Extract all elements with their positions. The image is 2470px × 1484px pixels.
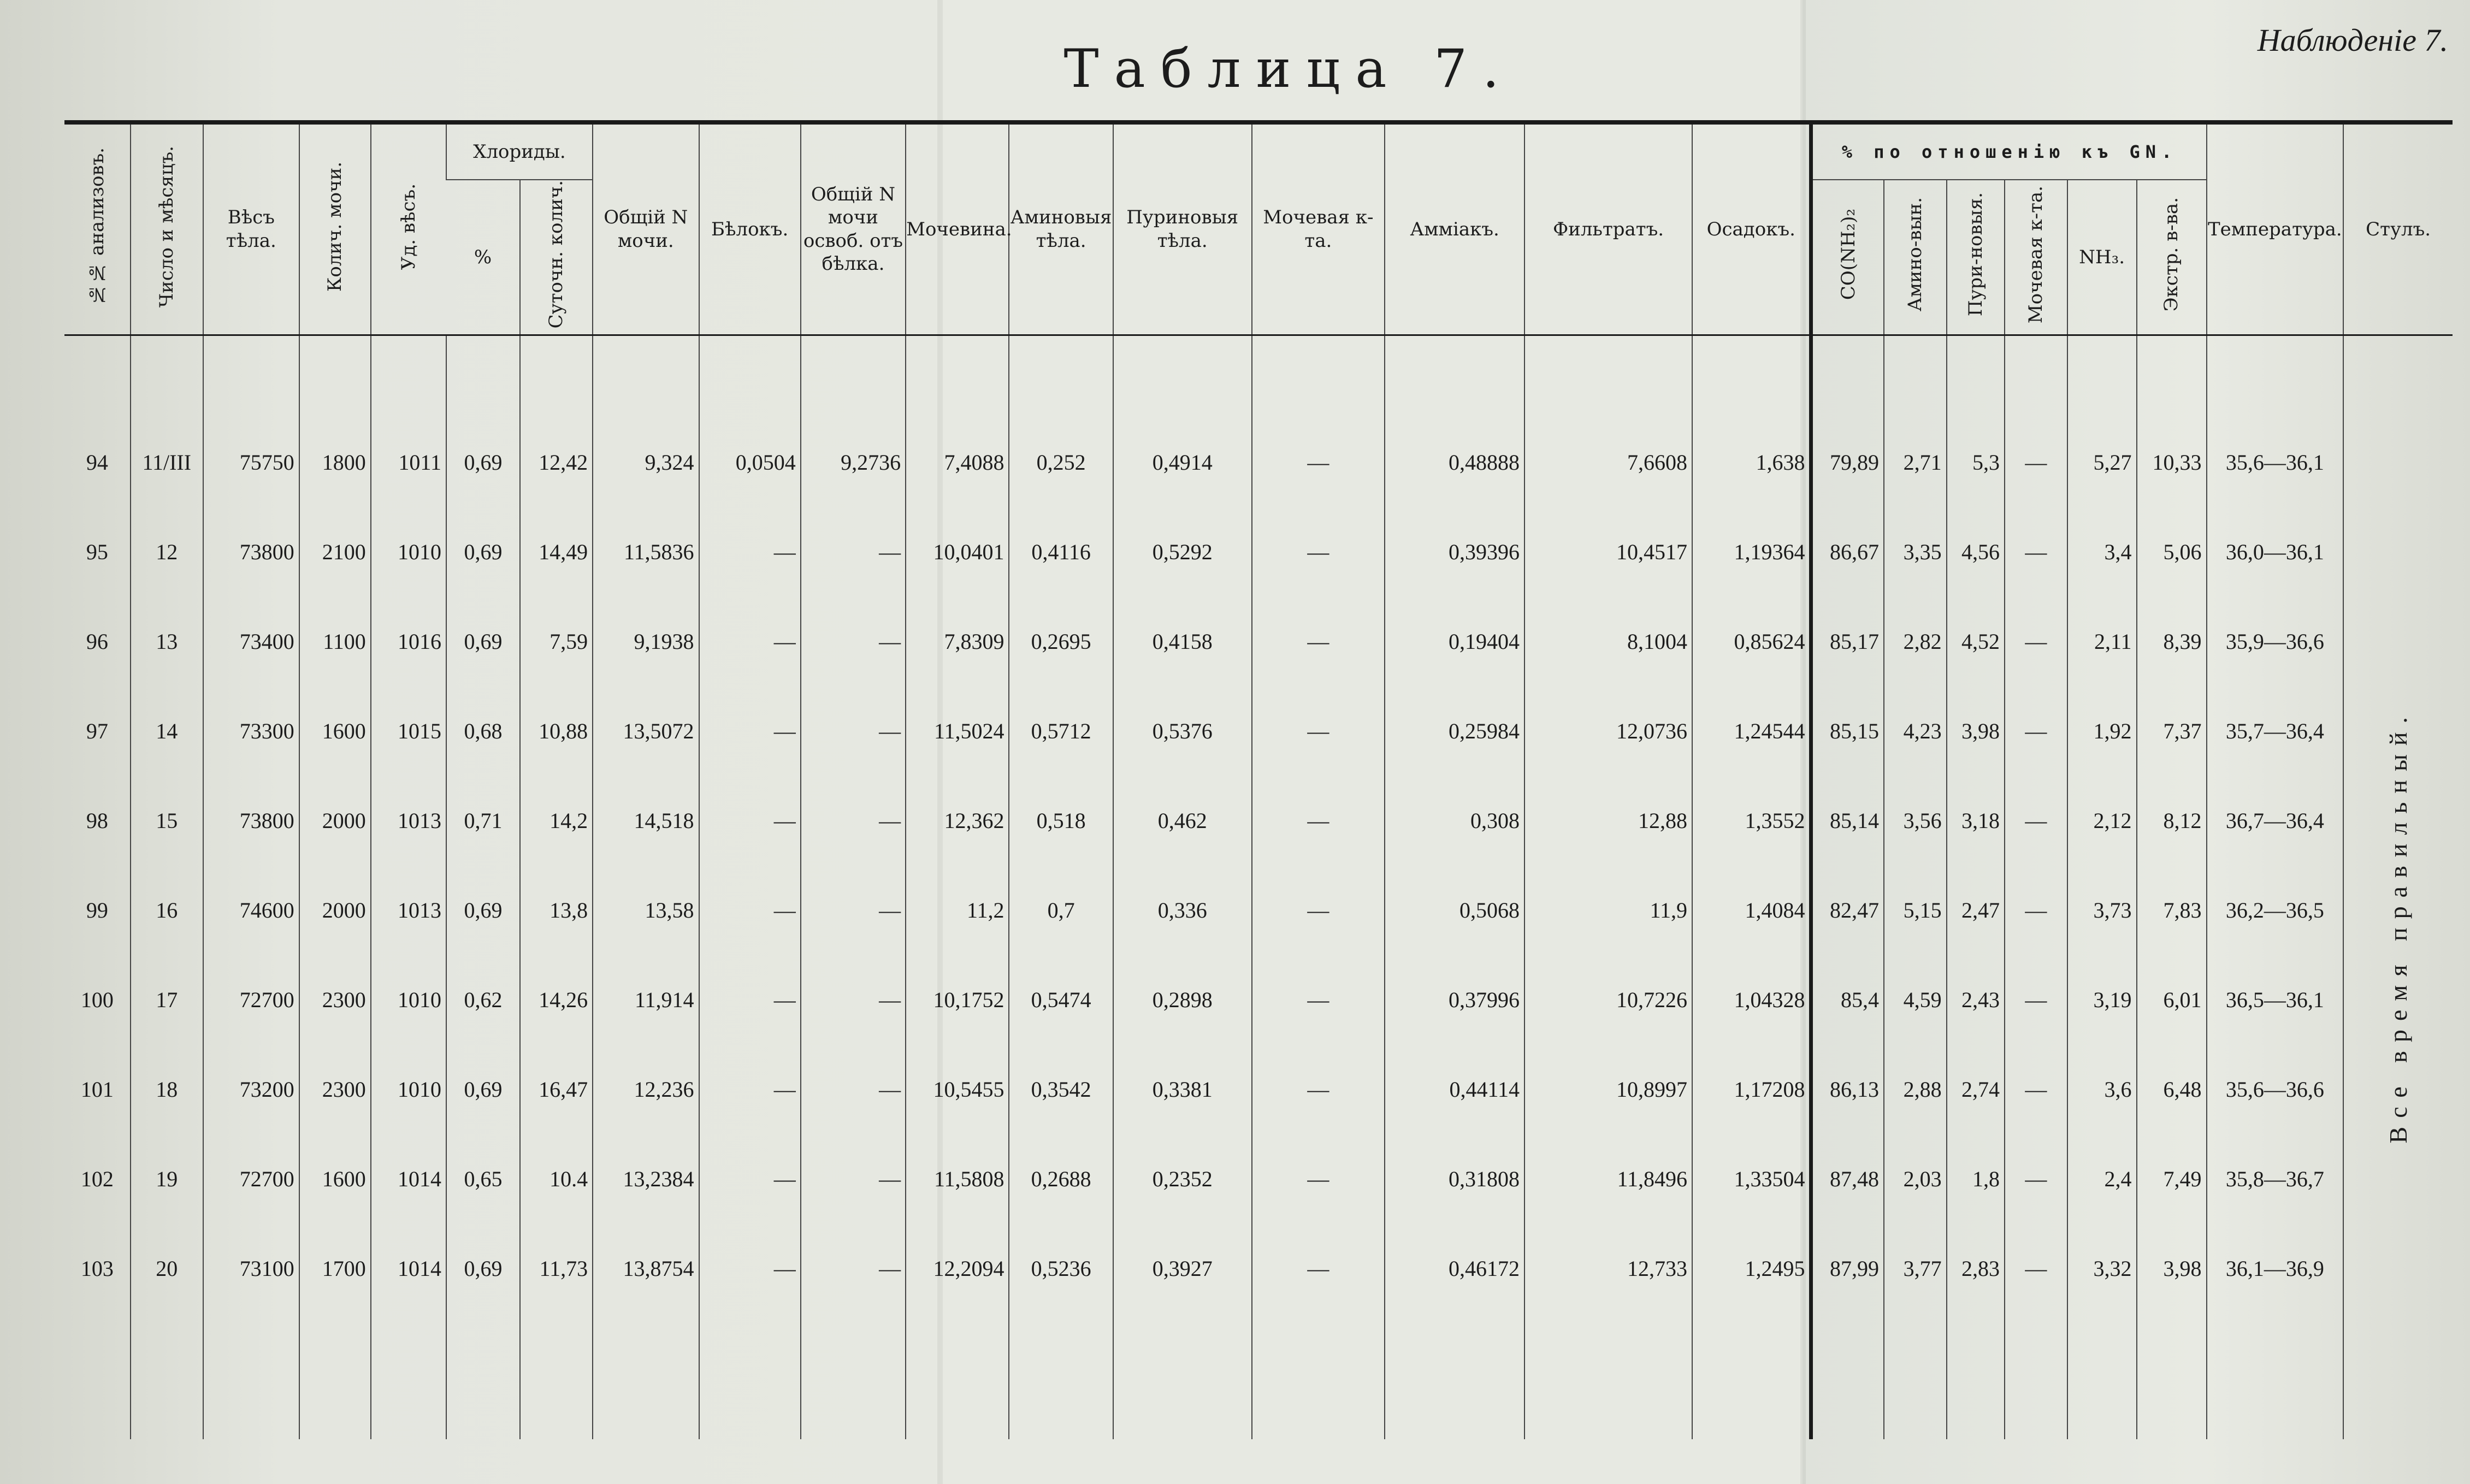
table-cell: 7,49 bbox=[2137, 1134, 2207, 1224]
header-ratio-amino: Амино-вын. bbox=[1884, 180, 1947, 335]
table-cell: 8,39 bbox=[2137, 597, 2207, 687]
table-cell: — bbox=[1252, 955, 1385, 1045]
table-cell: 1014 bbox=[371, 1224, 446, 1439]
table-cell: 2,11 bbox=[2067, 597, 2137, 687]
table-cell: 0,3542 bbox=[1009, 1045, 1113, 1134]
table-cell: 13,8754 bbox=[593, 1224, 699, 1439]
table-cell: 18 bbox=[131, 1045, 203, 1134]
table-cell: 3,35 bbox=[1884, 507, 1947, 597]
header-chlorides-daily: Суточн. колич. bbox=[520, 180, 593, 335]
table-cell: 0,336 bbox=[1113, 866, 1252, 955]
table-cell: 0,0504 bbox=[699, 335, 801, 507]
table-cell: 2,82 bbox=[1884, 597, 1947, 687]
table-cell: 5,27 bbox=[2067, 335, 2137, 507]
table-cell: 73800 bbox=[203, 507, 299, 597]
header-specific-gravity: Уд. вѣсъ. bbox=[371, 122, 446, 335]
table-cell: 5,3 bbox=[1947, 335, 2005, 507]
table-cell: 0,462 bbox=[1113, 776, 1252, 866]
table-row bbox=[64, 1134, 2453, 1224]
table-cell: 9,2736 bbox=[801, 335, 906, 507]
table-cell: 13,2384 bbox=[593, 1134, 699, 1224]
table-cell: — bbox=[699, 1045, 801, 1134]
table-cell: — bbox=[801, 776, 906, 866]
table-cell: 0,2898 bbox=[1113, 955, 1252, 1045]
table-cell: 1011 bbox=[371, 335, 446, 507]
table-cell: 7,37 bbox=[2137, 687, 2207, 776]
table-cell: 11,914 bbox=[593, 955, 699, 1045]
table-cell: 0,5236 bbox=[1009, 1224, 1113, 1439]
table-cell: 72700 bbox=[203, 1134, 299, 1224]
table-cell: 94 bbox=[86, 450, 108, 475]
header-total-n: Общій N мочи. bbox=[593, 122, 699, 335]
table-cell: — bbox=[699, 1134, 801, 1224]
table-cell: — bbox=[2005, 507, 2067, 597]
table-cell: 35,6—36,6 bbox=[2207, 1045, 2344, 1134]
table-cell: 1800 bbox=[299, 335, 371, 507]
header-filtrate: Фильтратъ. bbox=[1524, 122, 1692, 335]
table-cell: 0,39396 bbox=[1385, 507, 1524, 597]
table-cell: — bbox=[2005, 687, 2067, 776]
table-cell: 0,2695 bbox=[1009, 597, 1113, 687]
table-cell: — bbox=[699, 866, 801, 955]
table-cell: — bbox=[1252, 1134, 1385, 1224]
table-row bbox=[64, 776, 2453, 866]
table-cell: 87,99 bbox=[1811, 1224, 1884, 1439]
table-cell: 20 bbox=[131, 1224, 203, 1439]
table-cell: 2,03 bbox=[1884, 1134, 1947, 1224]
table-cell: 16 bbox=[131, 866, 203, 955]
table-row bbox=[64, 1224, 2453, 1439]
table-cell: — bbox=[801, 866, 906, 955]
table-cell: — bbox=[699, 597, 801, 687]
table-cell: — bbox=[1252, 866, 1385, 955]
table-cell: 2,4 bbox=[2067, 1134, 2137, 1224]
table-cell: 10,1752 bbox=[906, 955, 1009, 1045]
table-cell: 73800 bbox=[203, 776, 299, 866]
table-cell: 14,26 bbox=[520, 955, 593, 1045]
table-cell: 1700 bbox=[299, 1224, 371, 1439]
table-cell: 2,83 bbox=[1947, 1224, 2005, 1439]
table-cell: 8,12 bbox=[2137, 776, 2207, 866]
table-cell: 17 bbox=[131, 955, 203, 1045]
table-cell: 13,58 bbox=[593, 866, 699, 955]
table-cell: 0,68 bbox=[446, 687, 520, 776]
table-cell: — bbox=[801, 687, 906, 776]
table-cell: 86,67 bbox=[1811, 507, 1884, 597]
table-cell: 3,32 bbox=[2067, 1224, 2137, 1439]
table-row bbox=[64, 1045, 2453, 1134]
header-uric-acid: Мочевая к-та. bbox=[1252, 122, 1385, 335]
table-cell: 87,48 bbox=[1811, 1134, 1884, 1224]
table-cell: 3,56 bbox=[1884, 776, 1947, 866]
table-cell: 0,3927 bbox=[1113, 1224, 1252, 1439]
table-cell: 10,8997 bbox=[1524, 1045, 1692, 1134]
table-cell: 1,3552 bbox=[1692, 776, 1811, 866]
table-cell: 98 bbox=[86, 808, 108, 833]
table-cell: 1,8 bbox=[1947, 1134, 2005, 1224]
table-cell: 74600 bbox=[203, 866, 299, 955]
table-cell: 1,4084 bbox=[1692, 866, 1811, 955]
header-ratio-nh3: NH₃. bbox=[2067, 180, 2137, 335]
table-cell: — bbox=[699, 955, 801, 1045]
table-cell: — bbox=[1252, 1224, 1385, 1439]
table-cell: 86,13 bbox=[1811, 1045, 1884, 1134]
table-cell: 19 bbox=[131, 1134, 203, 1224]
table-cell: — bbox=[801, 1045, 906, 1134]
header-urea: Мочевина. bbox=[906, 122, 1009, 335]
table-cell: 0,5474 bbox=[1009, 955, 1113, 1045]
table-cell: 1010 bbox=[371, 507, 446, 597]
table-cell: 10,5455 bbox=[906, 1045, 1009, 1134]
table-cell: 99 bbox=[86, 898, 108, 923]
table-cell: 2,88 bbox=[1884, 1045, 1947, 1134]
table-cell: 9,1938 bbox=[593, 597, 699, 687]
table-cell: 2000 bbox=[299, 776, 371, 866]
header-date: Число и мѣсяцъ. bbox=[131, 122, 203, 335]
table-cell: — bbox=[1252, 776, 1385, 866]
table-cell: 82,47 bbox=[1811, 866, 1884, 955]
table-cell: 0,5292 bbox=[1113, 507, 1252, 597]
table-cell: 10,33 bbox=[2137, 335, 2207, 507]
table-row bbox=[64, 335, 2453, 507]
table-cell: 1600 bbox=[299, 1134, 371, 1224]
table-cell: 1100 bbox=[299, 597, 371, 687]
table-cell: 0,85624 bbox=[1692, 597, 1811, 687]
table-cell: — bbox=[2005, 776, 2067, 866]
table-cell: 12 bbox=[131, 507, 203, 597]
header-ratio-uric: Мочевая к-та. bbox=[2005, 180, 2067, 335]
table-cell: 2,47 bbox=[1947, 866, 2005, 955]
table-cell: 79,89 bbox=[1811, 335, 1884, 507]
table-cell: 96 bbox=[86, 629, 108, 654]
table-cell: — bbox=[1252, 687, 1385, 776]
table-cell: 75750 bbox=[203, 335, 299, 507]
table-cell: 85,17 bbox=[1811, 597, 1884, 687]
header-chlorides: Хлориды. bbox=[446, 122, 593, 180]
table-cell: 73100 bbox=[203, 1224, 299, 1439]
table-cell: — bbox=[2005, 335, 2067, 507]
table-cell: 36,5—36,1 bbox=[2207, 955, 2344, 1045]
header-purine-bodies: Пуриновыя тѣла. bbox=[1113, 122, 1252, 335]
table-cell: 0,518 bbox=[1009, 776, 1113, 866]
table-cell: 97 bbox=[86, 719, 108, 744]
header-body-weight: Вѣсъ тѣла. bbox=[203, 122, 299, 335]
table-cell: 10,4517 bbox=[1524, 507, 1692, 597]
table-cell: 0,44114 bbox=[1385, 1045, 1524, 1134]
table-cell: 0,62 bbox=[446, 955, 520, 1045]
table-body bbox=[64, 335, 2453, 1439]
table-cell: 7,4088 bbox=[906, 335, 1009, 507]
table-cell: 0,2352 bbox=[1113, 1134, 1252, 1224]
table-cell: — bbox=[1252, 1045, 1385, 1134]
table-cell: 1010 bbox=[371, 1045, 446, 1134]
table-cell: 1014 bbox=[371, 1134, 446, 1224]
table-cell: 13,5072 bbox=[593, 687, 699, 776]
table-cell: 11,9 bbox=[1524, 866, 1692, 955]
table-cell: 0,7 bbox=[1009, 866, 1113, 955]
table-cell: 1,33504 bbox=[1692, 1134, 1811, 1224]
table-cell: 16,47 bbox=[520, 1045, 593, 1134]
table-cell: 0,25984 bbox=[1385, 687, 1524, 776]
table-cell: 13,8 bbox=[520, 866, 593, 955]
table-cell: — bbox=[2005, 597, 2067, 687]
table-cell: 1,24544 bbox=[1692, 687, 1811, 776]
table-cell: 0,308 bbox=[1385, 776, 1524, 866]
stool-note-cell bbox=[2343, 335, 2453, 1439]
table-cell: 85,15 bbox=[1811, 687, 1884, 776]
table-cell: 0,19404 bbox=[1385, 597, 1524, 687]
table-cell: 73200 bbox=[203, 1045, 299, 1134]
table-cell: 2,12 bbox=[2067, 776, 2137, 866]
header-temperature: Температура. bbox=[2207, 122, 2344, 335]
table-cell: 11,2 bbox=[906, 866, 1009, 955]
table-cell: 73400 bbox=[203, 597, 299, 687]
table-cell: — bbox=[801, 597, 906, 687]
table-cell: — bbox=[2005, 1045, 2067, 1134]
table-cell: 1010 bbox=[371, 955, 446, 1045]
table-cell: — bbox=[801, 1134, 906, 1224]
table-cell: 6,48 bbox=[2137, 1045, 2207, 1134]
table-cell: 12,362 bbox=[906, 776, 1009, 866]
table-cell: 0,69 bbox=[446, 1045, 520, 1134]
table-cell: 36,1—36,9 bbox=[2207, 1224, 2344, 1439]
table-cell: 73300 bbox=[203, 687, 299, 776]
table-cell: 1013 bbox=[371, 866, 446, 955]
table-cell: 3,19 bbox=[2067, 955, 2137, 1045]
table-cell: — bbox=[2005, 866, 2067, 955]
table-cell: 0,4914 bbox=[1113, 335, 1252, 507]
table-cell: 11,5836 bbox=[593, 507, 699, 597]
table-cell: 8,1004 bbox=[1524, 597, 1692, 687]
table-cell: 12,42 bbox=[520, 335, 593, 507]
table-cell: 0,48888 bbox=[1385, 335, 1524, 507]
header-ratio-group: % по отношенію къ GN. bbox=[1811, 122, 2207, 180]
table-cell: 0,71 bbox=[446, 776, 520, 866]
table-cell: 0,4116 bbox=[1009, 507, 1113, 597]
table-cell: 35,7—36,4 bbox=[2207, 687, 2344, 776]
table-row bbox=[64, 687, 2453, 776]
header-urine-amount: Колич. мочи. bbox=[299, 122, 371, 335]
table-cell: 12,0736 bbox=[1524, 687, 1692, 776]
table-cell: 13 bbox=[131, 597, 203, 687]
header-chlorides-percent: % bbox=[446, 180, 520, 335]
table-cell: — bbox=[2005, 955, 2067, 1045]
table-cell: 0,252 bbox=[1009, 335, 1113, 507]
table-cell: 1,2495 bbox=[1692, 1224, 1811, 1439]
table-cell: 4,59 bbox=[1884, 955, 1947, 1045]
table-cell: 7,59 bbox=[520, 597, 593, 687]
table-cell: 12,733 bbox=[1524, 1224, 1692, 1439]
table-cell: 95 bbox=[86, 540, 108, 565]
table-cell: 3,6 bbox=[2067, 1045, 2137, 1134]
table-cell: 0,5376 bbox=[1113, 687, 1252, 776]
table-cell: — bbox=[699, 507, 801, 597]
table-cell: 0,5068 bbox=[1385, 866, 1524, 955]
table-cell: 36,7—36,4 bbox=[2207, 776, 2344, 866]
table-cell: 1016 bbox=[371, 597, 446, 687]
table-cell: 4,23 bbox=[1884, 687, 1947, 776]
table-cell: 2100 bbox=[299, 507, 371, 597]
table-cell: 12,88 bbox=[1524, 776, 1692, 866]
table-cell: 0,69 bbox=[446, 866, 520, 955]
table-cell: 3,77 bbox=[1884, 1224, 1947, 1439]
table-cell: 4,52 bbox=[1947, 597, 2005, 687]
table-cell: 14,518 bbox=[593, 776, 699, 866]
table-cell: 85,14 bbox=[1811, 776, 1884, 866]
table-cell: 85,4 bbox=[1811, 955, 1884, 1045]
table-cell: 10,7226 bbox=[1524, 955, 1692, 1045]
table-cell: — bbox=[699, 1224, 801, 1439]
header-amino-bodies: Аминовыя тѣла. bbox=[1009, 122, 1113, 335]
table-cell: 35,8—36,7 bbox=[2207, 1134, 2344, 1224]
table-cell: 3,98 bbox=[2137, 1224, 2207, 1439]
table-cell: 3,18 bbox=[1947, 776, 2005, 866]
table-cell: 10,88 bbox=[520, 687, 593, 776]
table-cell: 14,49 bbox=[520, 507, 593, 597]
table-cell: 11/III bbox=[131, 335, 203, 507]
table-cell: 7,6608 bbox=[1524, 335, 1692, 507]
table-cell: — bbox=[1252, 597, 1385, 687]
table-row bbox=[64, 507, 2453, 597]
header-ammonia: Аммiакъ. bbox=[1385, 122, 1524, 335]
table-cell: — bbox=[801, 955, 906, 1045]
table-cell: 1,04328 bbox=[1692, 955, 1811, 1045]
table-row bbox=[64, 866, 2453, 955]
table-cell: 0,5712 bbox=[1009, 687, 1113, 776]
table-cell: — bbox=[1252, 335, 1385, 507]
table-cell: — bbox=[801, 1224, 906, 1439]
table-cell: 14 bbox=[131, 687, 203, 776]
table-cell: 0,69 bbox=[446, 335, 520, 507]
table-cell: 1013 bbox=[371, 776, 446, 866]
table-cell: 4,56 bbox=[1947, 507, 2005, 597]
table-cell: 0,65 bbox=[446, 1134, 520, 1224]
table-cell: — bbox=[801, 507, 906, 597]
table-cell: 1,19364 bbox=[1692, 507, 1811, 597]
table-cell: 15 bbox=[131, 776, 203, 866]
table-cell: 14,2 bbox=[520, 776, 593, 866]
table-cell: 2000 bbox=[299, 866, 371, 955]
table-cell: 7,8309 bbox=[906, 597, 1009, 687]
table-cell: 0,31808 bbox=[1385, 1134, 1524, 1224]
table-cell: 1,17208 bbox=[1692, 1045, 1811, 1134]
table-cell: 102 bbox=[80, 1167, 114, 1192]
table-cell: 10.4 bbox=[520, 1134, 593, 1224]
table-cell: 103 bbox=[80, 1256, 114, 1281]
table-cell: 2300 bbox=[299, 1045, 371, 1134]
table-cell: 0,2688 bbox=[1009, 1134, 1113, 1224]
table-cell: 36,2—36,5 bbox=[2207, 866, 2344, 955]
table-cell: 12,236 bbox=[593, 1045, 699, 1134]
table-cell: 36,0—36,1 bbox=[2207, 507, 2344, 597]
table-title: Таблица 7. bbox=[1063, 38, 1515, 99]
table-cell: 35,9—36,6 bbox=[2207, 597, 2344, 687]
table-cell: 101 bbox=[80, 1077, 114, 1102]
table-cell: 0,69 bbox=[446, 1224, 520, 1439]
table-cell: 5,06 bbox=[2137, 507, 2207, 597]
header-stool: Стулъ. bbox=[2343, 122, 2453, 335]
table-cell: 1,92 bbox=[2067, 687, 2137, 776]
table-cell: 0,69 bbox=[446, 507, 520, 597]
table-cell: 12,2094 bbox=[906, 1224, 1009, 1439]
header-ratio-purine: Пури-новыя. bbox=[1947, 180, 2005, 335]
table-cell: 100 bbox=[80, 988, 114, 1013]
table-row bbox=[64, 955, 2453, 1045]
table-cell: 1,638 bbox=[1692, 335, 1811, 507]
table-cell: 2,71 bbox=[1884, 335, 1947, 507]
table-cell: — bbox=[2005, 1134, 2067, 1224]
header-sediment: Осадокъ. bbox=[1692, 122, 1811, 335]
table-cell: 3,73 bbox=[2067, 866, 2137, 955]
table-cell: 1015 bbox=[371, 687, 446, 776]
stool-note: Все время правильный. bbox=[2384, 708, 2413, 1144]
header-protein: Бѣлокъ. bbox=[699, 122, 801, 335]
table-cell: 11,73 bbox=[520, 1224, 593, 1439]
table-cell: 2300 bbox=[299, 955, 371, 1045]
table-cell: 0,4158 bbox=[1113, 597, 1252, 687]
table-row bbox=[64, 597, 2453, 687]
table-cell: 3,98 bbox=[1947, 687, 2005, 776]
table-cell: 0,3381 bbox=[1113, 1045, 1252, 1134]
table-cell: 11,5808 bbox=[906, 1134, 1009, 1224]
table-cell: — bbox=[1252, 507, 1385, 597]
table-cell: 1600 bbox=[299, 687, 371, 776]
table-cell: 7,83 bbox=[2137, 866, 2207, 955]
header-ratio-extractives: Экстр. в-ва. bbox=[2137, 180, 2207, 335]
table-cell: 3,4 bbox=[2067, 507, 2137, 597]
table-cell: 0,46172 bbox=[1385, 1224, 1524, 1439]
table-cell: 2,43 bbox=[1947, 955, 2005, 1045]
header-n-without-protein: Общій N мочи освоб. отъ бѣлка. bbox=[801, 122, 906, 335]
table-cell: 0,37996 bbox=[1385, 955, 1524, 1045]
table-cell: — bbox=[699, 687, 801, 776]
table-cell: 0,69 bbox=[446, 597, 520, 687]
table-cell: 9,324 bbox=[593, 335, 699, 507]
table-cell: 11,8496 bbox=[1524, 1134, 1692, 1224]
table-cell: 10,0401 bbox=[906, 507, 1009, 597]
table-cell: — bbox=[2005, 1224, 2067, 1439]
table-cell: 2,74 bbox=[1947, 1045, 2005, 1134]
table-cell: 11,5024 bbox=[906, 687, 1009, 776]
table-cell: 6,01 bbox=[2137, 955, 2207, 1045]
table-cell: 72700 bbox=[203, 955, 299, 1045]
table-cell: 5,15 bbox=[1884, 866, 1947, 955]
observation-label: Наблюденіе 7. bbox=[2257, 22, 2448, 58]
header-analysis-no: №№ анализовъ. bbox=[64, 122, 131, 335]
table-cell: — bbox=[699, 776, 801, 866]
header-ratio-urea: CO(NH₂)₂ bbox=[1811, 180, 1884, 335]
table-cell: 35,6—36,1 bbox=[2207, 335, 2344, 507]
data-table bbox=[64, 120, 2453, 1439]
